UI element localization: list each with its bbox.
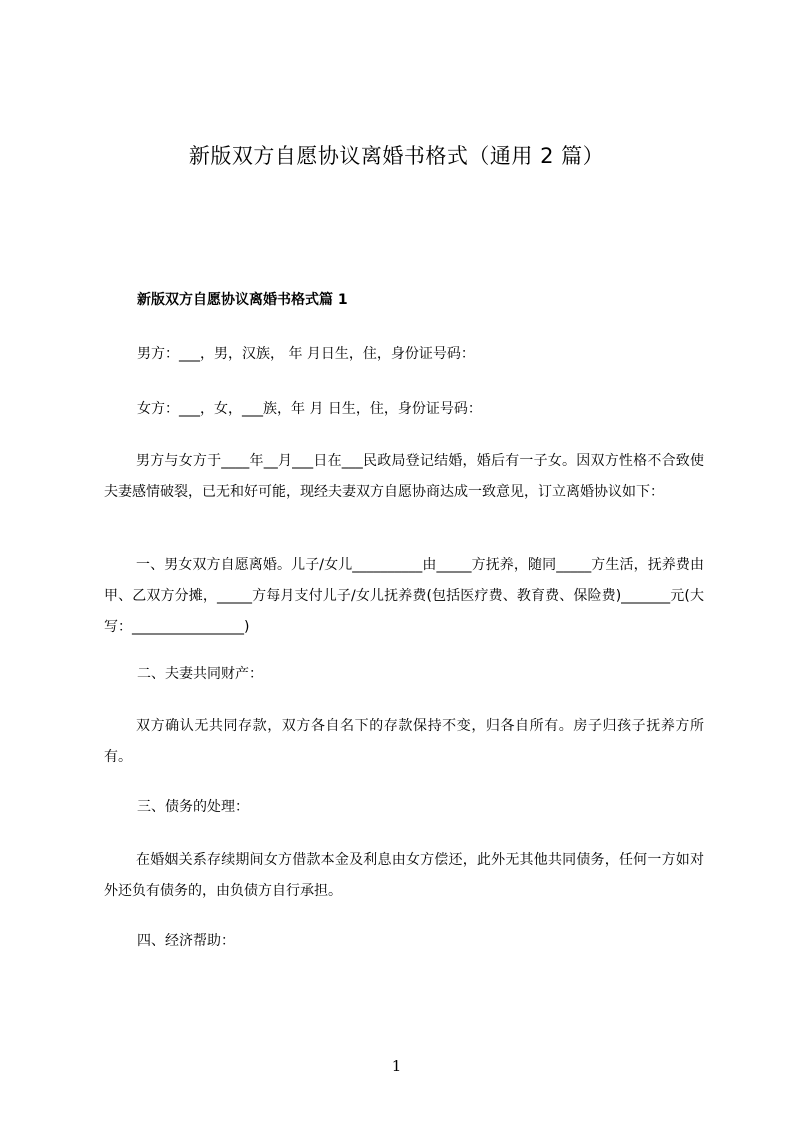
intro-paragraph: 男方与女方于____年__月___日在___民政局登记结婚，婚后有一子女。因双方性格不合致使夫妻感情破裂，已无和好可能，现经夫妻双方自愿协商达成一致意见，订立离婚协议如下： — [104, 453, 704, 500]
page-number: 1 — [391, 1057, 402, 1075]
woman-info-line: 女方：___，女，___族，年 月 日生，住，身份证号码： — [137, 401, 482, 417]
item3-heading: 三、债务的处理： — [137, 799, 249, 815]
man-info-line: 男方：___，男，汉族， 年 月日生，住，身份证号码： — [137, 346, 475, 362]
item2-paragraph: 双方确认无共同存款，双方各自名下的存款保持不变，归各自所有。房子归孩子抚养方所有。 — [104, 718, 704, 765]
item4-heading: 四、经济帮助： — [137, 933, 235, 949]
item2-heading: 二、夫妻共同财产： — [137, 666, 263, 682]
item1-paragraph: 一、男女双方自愿离婚。儿子/女儿__________由_____方抚养，随同_____方生活，抚养费由甲、乙双方分摊，_____方每月支付儿子/女儿抚养费(包括医疗费、教育费、保险费)_______元(大写：________________) — [104, 557, 704, 635]
item3-paragraph: 在婚姻关系存续期间女方借款本金及利息由女方偿还，此外无其他共同债务，任何一方如对外还负有债务的，由负债方自行承担。 — [104, 852, 704, 899]
section-heading: 新版双方自愿协议离婚书格式篇 1 — [137, 292, 348, 308]
document-title: 新版双方自愿协议离婚书格式（通用 2 篇） — [188, 144, 605, 168]
